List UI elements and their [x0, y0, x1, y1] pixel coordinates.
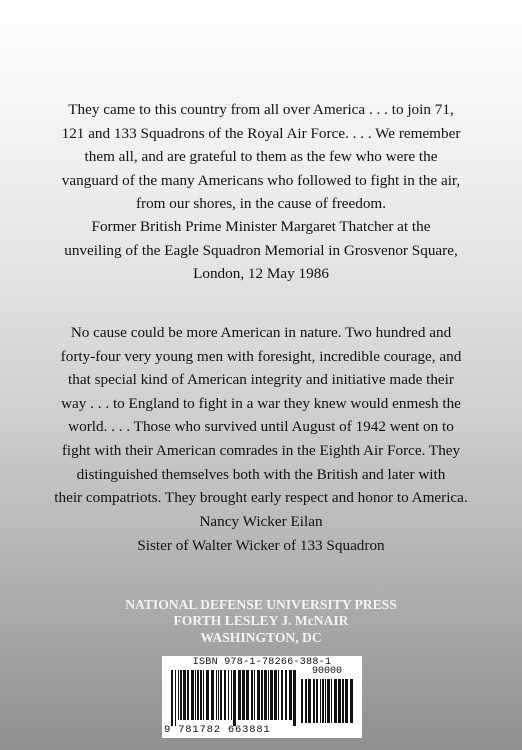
- barcode-bar: [325, 679, 326, 723]
- barcode-bar: [246, 670, 249, 720]
- barcode-bar: [264, 670, 267, 720]
- barcode-bar: [175, 670, 176, 726]
- barcode-bar: [211, 670, 214, 720]
- barcode-bar: [305, 679, 307, 723]
- attribution-line: London, 12 May 1986: [193, 265, 329, 283]
- barcode-bar: [293, 670, 296, 726]
- quote-line: them all, and are grateful to them as the few who were the: [84, 148, 438, 166]
- publisher-block: [0, 597, 522, 646]
- barcode-bar: [251, 670, 253, 720]
- barcode-bar: [342, 679, 344, 723]
- attribution-eilan: [0, 510, 522, 557]
- isbn-label: ISBN 978-1-78266-388-1: [192, 657, 332, 668]
- quote-line: 121 and 133 Squadrons of the Royal Air Force. . . . We remember: [61, 124, 461, 142]
- quote-line: world. . . . Those who survived until August of 1942 went on to: [68, 418, 454, 436]
- barcode-bar: [228, 670, 229, 720]
- barcode-bar: [218, 670, 219, 720]
- barcode-bar: [274, 670, 277, 720]
- barcode-bar: [350, 679, 353, 723]
- quote-line: fight with their American comrades in the Eighth Air Force. They: [61, 441, 461, 459]
- barcode-bar: [313, 679, 315, 723]
- publisher-line: WASHINGTON, DC: [200, 629, 322, 645]
- barcode-bar: [233, 670, 236, 726]
- barcode-bar: [183, 670, 186, 720]
- barcode-bar: [261, 670, 263, 720]
- barcode-bar: [327, 679, 330, 723]
- quote-thatcher: [0, 98, 522, 216]
- barcode-bar: [338, 679, 341, 723]
- quote-line: No cause could be more American in nature. Two hundred and: [70, 324, 452, 341]
- barcode-bar: [322, 679, 324, 723]
- ean-digits: 9 781782 663881: [164, 724, 271, 736]
- attribution-line: Sister of Walter Wicker of 133 Squadron: [137, 536, 385, 554]
- quote-line: from our shores, in the cause of freedom.: [135, 195, 387, 213]
- addon-digits: 90000: [311, 666, 342, 677]
- quote-line: distinguished themselves both with the British and later with: [76, 465, 446, 483]
- barcode-bar: [345, 679, 348, 723]
- barcode-bar: [281, 670, 283, 720]
- attribution-line: unveiling of the Eagle Squadron Memorial in Grosvenor Square,: [64, 241, 458, 259]
- barcode-bar: [285, 670, 287, 720]
- barcode-bar: [301, 679, 303, 723]
- barcode-bar: [171, 670, 173, 726]
- barcode-bar: [278, 670, 279, 720]
- barcode-bar: [203, 670, 204, 720]
- barcode-bar: [238, 670, 241, 720]
- barcode-bar: [334, 679, 337, 723]
- ean-barcode-bars: [170, 670, 298, 726]
- barcode-bar: [206, 670, 209, 720]
- barcode-bar: [200, 670, 202, 720]
- barcode-bar: [268, 670, 269, 720]
- barcode-bar: [220, 670, 222, 720]
- publisher-line: FORTH LESLEY J. McNAIR: [173, 613, 349, 629]
- barcode-bar: [231, 670, 232, 720]
- quote-line: that special kind of American integrity and initiative made their: [68, 371, 454, 389]
- barcode-bar: [316, 679, 318, 723]
- barcode-bar: [180, 670, 182, 720]
- barcode-bar: [195, 670, 196, 720]
- attribution-thatcher: [0, 215, 522, 286]
- barcode-bar: [191, 670, 194, 720]
- quote-line: way . . . to England to fight in a war they knew would enmesh the: [61, 394, 461, 412]
- quote-line: their compatriots. They brought early respect and honor to America.: [54, 489, 468, 507]
- barcode-bar: [320, 679, 321, 723]
- barcode-bar: [289, 670, 292, 720]
- isbn-barcode: [162, 656, 362, 738]
- barcode-bar: [308, 679, 311, 723]
- attribution-line: Former British Prime Minister Margaret Thatcher at the: [91, 218, 431, 235]
- publisher-line: NATIONAL DEFENSE UNIVERSITY PRESS: [125, 597, 397, 612]
- barcode-bar: [242, 670, 245, 720]
- quote-line: forty-four very young men with foresight, incredible courage, and: [60, 347, 462, 365]
- quote-line: vanguard of the many Americans who followed to fight in the air,: [61, 171, 461, 189]
- attribution-line: Nancy Wicker Eilan: [199, 513, 323, 530]
- quote-line: They came to this country from all over America . . . to join 71,: [68, 101, 454, 118]
- barcode-bar: [178, 670, 179, 720]
- barcode-bar: [254, 670, 255, 720]
- barcode-bar: [216, 670, 217, 720]
- barcode-bar: [197, 670, 199, 720]
- barcode-bar: [224, 670, 226, 720]
- quote-eilan: [0, 321, 522, 510]
- addon-barcode-bars: [300, 679, 354, 725]
- barcode-bar: [257, 670, 260, 720]
- barcode-bar: [270, 670, 273, 720]
- barcode-bar: [187, 670, 189, 720]
- barcode-bar: [331, 679, 332, 723]
